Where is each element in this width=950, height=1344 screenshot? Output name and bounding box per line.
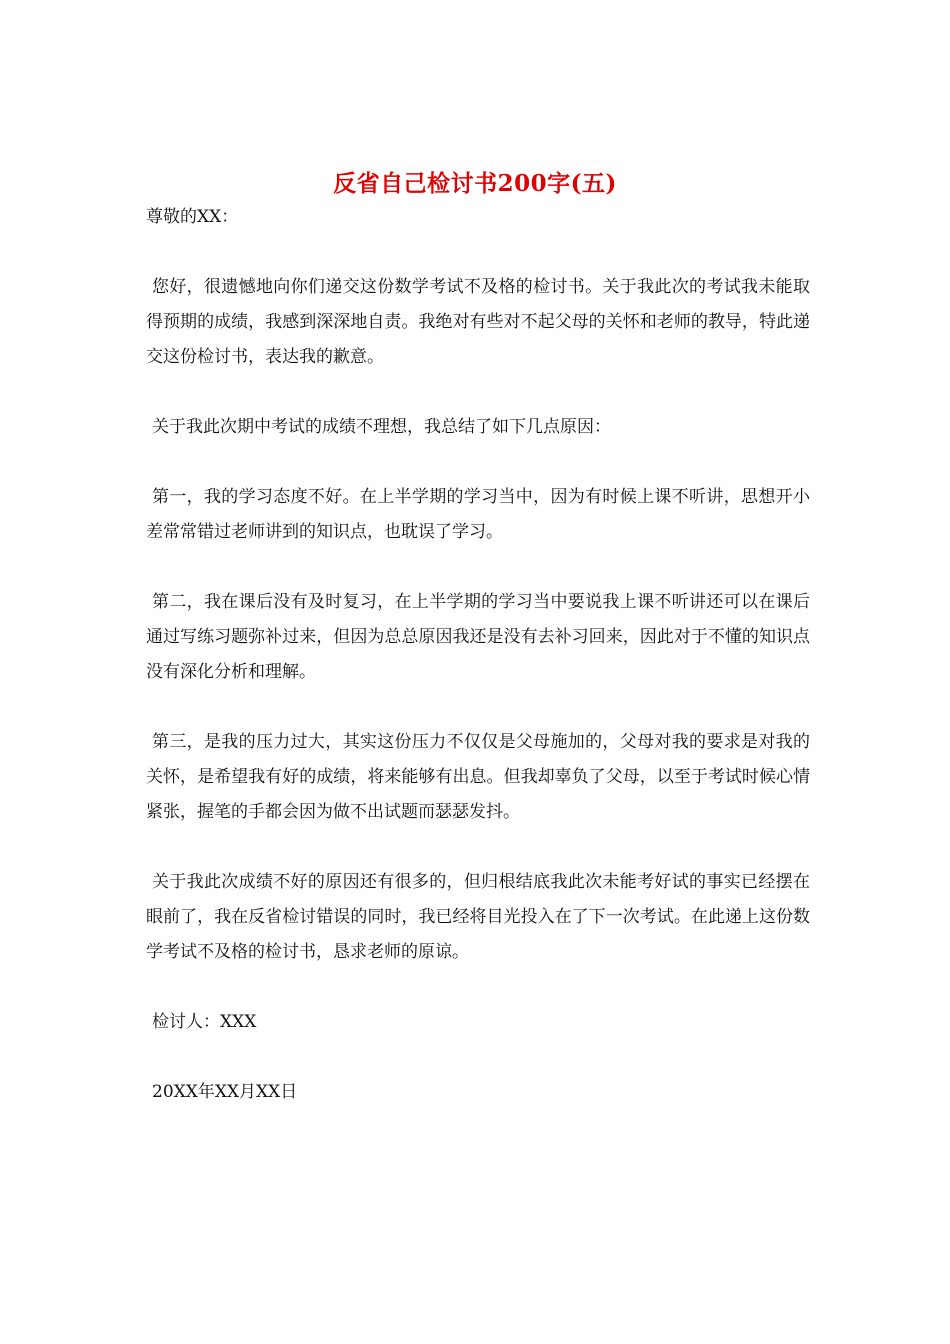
paragraph-reason-one: 第一，我的学习态度不好。在上半学期的学习当中，因为有时候上课不听讲，思想开小差常常错过老师讲到的知识点，也耽误了学习。: [146, 487, 810, 542]
paragraph-reasons-intro: 关于我此次期中考试的成绩不理想，我总结了如下几点原因：: [152, 417, 611, 437]
paragraph-reason-two: 第二，我在课后没有及时复习，在上半学期的学习当中要说我上课不听讲还可以在课后通过写练习题弥补过来，但因为总总原因我还是没有去补习回来，因此对于不懂的知识点没有深化分析和理解。: [146, 592, 810, 682]
signer-line: 检讨人：XXX: [152, 1012, 257, 1032]
paragraph-greeting: 您好，很遗憾地向你们递交这份数学考试不及格的检讨书。关于我此次的考试我未能取得预期的成绩，我感到深深地自责。我绝对有些对不起父母的关怀和老师的教导，特此递交这份检讨书，表达我的歉意。: [146, 277, 810, 367]
paragraph-conclusion: 关于我此次成绩不好的原因还有很多的，但归根结底我此次未能考好试的事实已经摆在眼前了，我在反省检讨错误的同时，我已经将目光投入在了下一次考试。在此递上这份数学考试不及格的检讨书，恳求老师的原谅。: [146, 872, 810, 962]
document-title: 反省自己检讨书200字(五): [333, 170, 617, 198]
document-body: [146, 200, 810, 1110]
paragraph-reason-three: 第三，是我的压力过大，其实这份压力不仅仅是父母施加的，父母对我的要求是对我的关怀，是希望我有好的成绩，将来能够有出息。但我却辜负了父母，以至于考试时候心情紧张，握笔的手都会因为做不出试题而瑟瑟发抖。: [146, 732, 810, 822]
date-line: 20XX年XX月XX日: [152, 1082, 298, 1102]
salutation: 尊敬的XX：: [146, 207, 239, 227]
